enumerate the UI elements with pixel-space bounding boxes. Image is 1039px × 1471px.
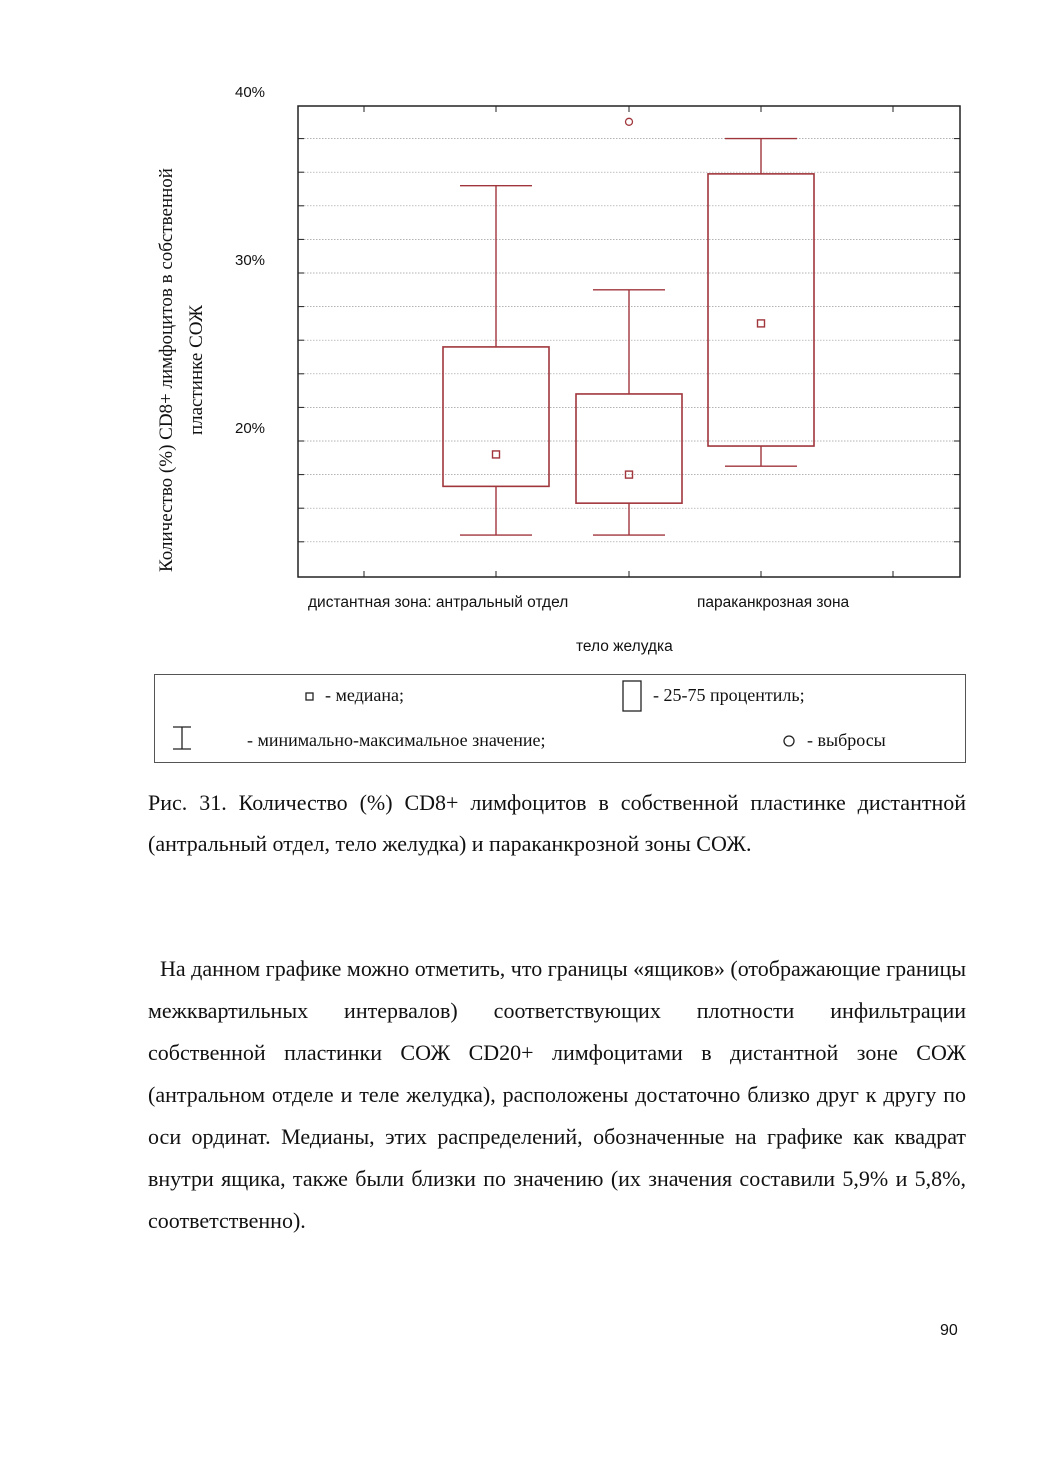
boxes [443,118,814,535]
figure-caption: Рис. 31. Количество (%) CD8+ лимфоцитов в собственной пластинке дистантной (антральный отдел, тело желудка) и параканкрозной зоны СОЖ. [148,790,966,856]
legend-outlier: - выбросы [807,730,886,750]
outlier-symbol-icon [784,736,794,746]
y-tick-label: 20% [235,420,266,437]
whisker-symbol-icon [173,727,191,749]
median-marker [493,451,500,458]
x-label-antral: дистантная зона: антральный отдел [308,594,569,611]
median-symbol-icon [306,693,313,700]
legend-whisker: - минимально-максимальное значение; [247,730,546,750]
median-marker [758,320,765,327]
iqr-box [443,347,549,486]
outlier-point [626,118,633,125]
legend-median: - медиана; [325,685,405,705]
y-tick-label: 30% [235,252,266,269]
body-paragraph-text: На данном графике можно отметить, что границы «ящиков» (отображающие границы межквартильных интервалов) соответствующих плотности инфильтрации собственной пластинки СОЖ CD20+ лимфоцитами в дистантной зоне СОЖ (антральном отделе и теле желудка), расположены достаточно близко друг к другу по оси ординат. Медианы, этих распределений, обозначенные на графике как квадрат внутри ящика, также были близки по значению (их значения составили 5,9% и 5,8%, соответственно). [148,956,966,1233]
legend-box: - 25-75 процентиль; [653,685,805,705]
x-label-body: тело желудка [576,638,673,655]
page-number: 90 [940,1322,958,1339]
box-symbol-icon [623,681,641,711]
box-3 [708,139,814,467]
iqr-box [708,174,814,446]
body-paragraph [148,948,966,1242]
box-2 [576,118,682,535]
y-axis-label: Количество (%) CD8+ лимфоцитов в собственной пластинке СОЖ [156,168,207,572]
iqr-box [576,394,682,503]
box-1 [443,186,549,535]
legend [154,674,966,763]
x-label-paracancrotic: параканкрозная зона [697,594,850,611]
y-tick-label: 40% [235,84,266,101]
